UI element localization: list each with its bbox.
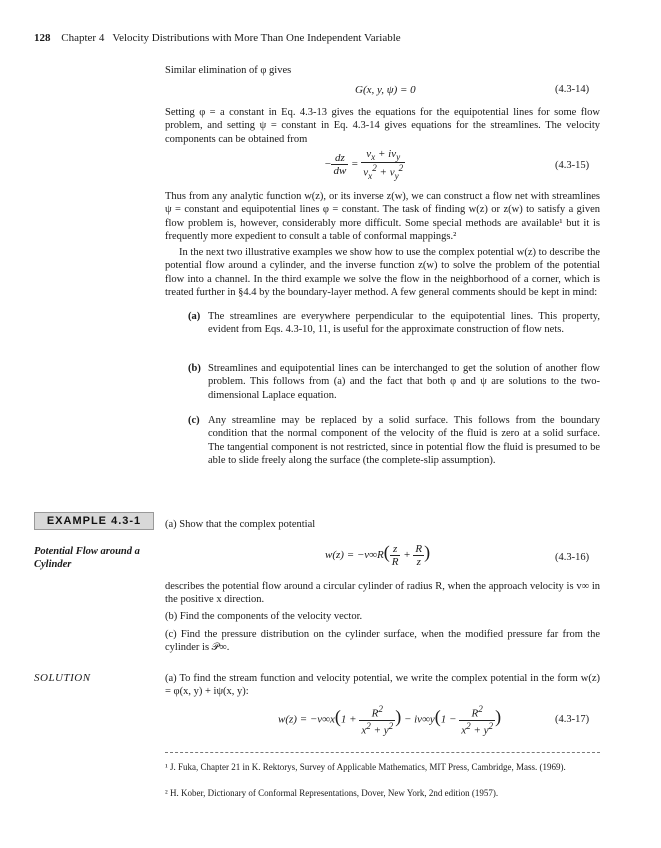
solution-text: (a) To find the stream function and velocity potential, we write the complex potential in the form w(z) = φ(x, y) + iψ(x, y): [165,673,600,698]
paragraph-analytic-function: Thus from any analytic function w(z), or its inverse z(w), we can construct a flow net with streamlines ψ = constant and equipotential lines φ = constant. The task of finding w(z) or z(w) to satisfy a given flow problem is, however, considerably more difficult. Some special methods are available¹ but it is frequently more expedient to consult a table of conformal mappings.² [165,191,600,242]
example-part-b: (b) Find the components of the velocity vector. [165,611,363,622]
example-badge: EXAMPLE 4.3-1 [34,512,154,530]
equation-4-3-15: − $\frac{dz}{dw}$ = $\frac{v_x + iv_y}{v_x^2 + v_y^2}$ [324,148,404,182]
example-part-c: (c) Find the pressure distribution on the cylinder surface, when the modified pressure far from the cylinder is 𝒫∞. [165,629,600,654]
comment-item-c [188,414,600,467]
footnote-1: ¹ J. Fuka, Chapter 21 in K. Rektorys, Survey of Applicable Mathematics, MIT Press, Cambridge, Mass. (1969). [165,762,566,772]
equation-number-16: (4.3-16) [555,552,590,563]
comment-label-b: (b) [188,363,201,374]
comment-item-b [188,362,600,402]
comment-text-a: The streamlines are everywhere perpendicular to the equipotential lines. This property, evident from Eqs. 4.3-10, 11, is useful for the approximate construction of flow nets. [208,311,600,336]
footnote-rule [165,752,600,753]
eq15-minus: − [324,158,332,171]
example-part-a-continued: describes the potential flow around a circular cylinder of radius R, when the approach velocity is v∞ in the positive x direction. [165,581,600,606]
equation-number-17: (4.3-17) [555,714,590,725]
eq16-lhs: w(z) = −v∞R [325,549,384,561]
comment-text-c: Any streamline may be replaced by a solid surface. This follows from the boundary condition that the normal component of the velocity of the fluid is zero at a solid surface. The tangential component is not restricted, since in potential flow the fluid is presumed to be able to slide freely along the surface (the complete-slip assumption). [208,415,600,466]
eq17-lhs: w(z) = −v∞x [278,713,335,726]
equation-4-3-14: G(x, y, ψ) = 0 [355,84,416,96]
paragraph-next-examples: In the next two illustrative examples we show how to use the complex potential w(z) to describe the potential flow around a cylinder, and the inverse function z(w) to solve the problem of the potential flow into a channel. In the third example we solve the flow in the neighborhood of a corner, which is treated further in §4.4 by the boundary-layer method. A few general comments should be kept in mind: [165,247,600,298]
page-number: 128 [34,32,51,44]
running-header [34,32,634,44]
equation-number-14: (4.3-14) [555,84,590,95]
eq17-mid: − iv∞y [403,713,435,726]
equation-4-3-16: w(z) = −v∞R( $\frac{z}{R}$ + $\frac{R}{z}$ ) [325,542,431,568]
comment-item-a [188,310,600,337]
paragraph-setting-phi: Setting φ = a constant in Eq. 4.3-13 gives the equations for the equipotential lines for some flow problem, and setting ψ = constant in Eq. 4.3-14 gives equations for the streamlines. The velocity components can be obtained from [165,107,600,145]
comment-label-c: (c) [188,415,200,426]
running-title: Chapter 4 Velocity Distributions with More Than One Independent Variable [61,32,401,44]
intro-line: Similar elimination of φ gives [165,65,292,76]
footnote-2: ² H. Kober, Dictionary of Conformal Representations, Dover, New York, 2nd edition (1957). [165,788,499,798]
comment-text-b: Streamlines and equipotential lines can be interchanged to get the solution of another flow problem. This follows from (a) and the fact that both φ and ψ are solutions to the two-dimensional Laplace equation. [208,363,600,401]
example-title: Potential Flow around a Cylinder [34,546,140,570]
example-part-a: (a) Show that the complex potential [165,519,316,530]
solution-label: SOLUTION [34,672,91,684]
comment-label-a: (a) [188,311,201,322]
equation-number-15: (4.3-15) [555,160,590,171]
equation-4-3-17: w(z) = −v∞x(1 + $\frac{R^2}{x^2 + y^2}$ ) − iv∞y(1 − $\frac{R^2}{x^2 + y^2}$ ) [278,704,502,737]
